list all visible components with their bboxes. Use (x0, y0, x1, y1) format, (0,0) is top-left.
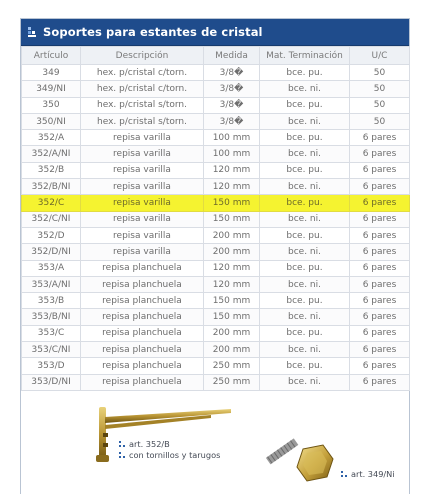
cell-articulo: 352/A/NI (22, 146, 81, 162)
column-header-descripcion: Descripción (81, 47, 204, 65)
header-bullet-icon (28, 27, 38, 37)
table-row (22, 374, 410, 390)
table-body (22, 65, 410, 391)
cell-articulo: 352/C/NI (22, 211, 81, 227)
cell-terminacion: bce. pu. (260, 130, 350, 146)
cell-terminacion: bce. ni. (260, 113, 350, 129)
table-row (22, 113, 410, 129)
cell-uc: 6 pares (350, 342, 410, 358)
cell-terminacion: bce. ni. (260, 81, 350, 97)
cell-medida: 200 mm (204, 342, 260, 358)
cell-articulo: 352/D/NI (22, 244, 81, 260)
cell-articulo: 353/B (22, 293, 81, 309)
cell-descripcion: repisa planchuela (81, 342, 204, 358)
table-row (22, 244, 410, 260)
cell-articulo: 352/B/NI (22, 179, 81, 195)
left-caption-line2: con tornillos y tarugos (129, 449, 221, 460)
table-row (22, 130, 410, 146)
cell-medida: 200 mm (204, 325, 260, 341)
table-header-row (22, 47, 410, 65)
cell-medida: 150 mm (204, 309, 260, 325)
cell-descripcion: repisa planchuela (81, 358, 204, 374)
column-header-uc: U/C (350, 47, 410, 65)
cell-medida: 150 mm (204, 195, 260, 211)
cell-medida: 150 mm (204, 211, 260, 227)
cell-medida: 200 mm (204, 227, 260, 243)
cell-uc: 6 pares (350, 195, 410, 211)
cell-medida: 250 mm (204, 374, 260, 390)
hex-support-screw-image (259, 419, 339, 489)
cell-descripcion: hex. p/cristal c/torn. (81, 65, 204, 81)
cell-terminacion: bce. ni. (260, 211, 350, 227)
cell-terminacion: bce. pu. (260, 65, 350, 81)
cell-terminacion: bce. pu. (260, 195, 350, 211)
table-row (22, 179, 410, 195)
cell-terminacion: bce. ni. (260, 276, 350, 292)
cell-medida: 120 mm (204, 260, 260, 276)
table-row (22, 342, 410, 358)
cell-descripcion: repisa planchuela (81, 309, 204, 325)
cell-medida: 3/8� (204, 65, 260, 81)
cell-articulo: 352/C (22, 195, 81, 211)
cell-uc: 6 pares (350, 293, 410, 309)
bullet-icon (341, 471, 348, 478)
cell-uc: 6 pares (350, 146, 410, 162)
right-caption-line1: art. 349/Ni (351, 468, 395, 479)
table-row (22, 260, 410, 276)
table-row (22, 358, 410, 374)
cell-uc: 50 (350, 113, 410, 129)
product-photos (21, 391, 409, 503)
cell-uc: 6 pares (350, 244, 410, 260)
cell-descripcion: repisa varilla (81, 179, 204, 195)
cell-articulo: 352/B (22, 162, 81, 178)
cell-medida: 100 mm (204, 130, 260, 146)
panel-header (21, 19, 409, 46)
cell-articulo: 350 (22, 97, 81, 113)
cell-articulo: 350/NI (22, 113, 81, 129)
cell-uc: 6 pares (350, 162, 410, 178)
cell-uc: 6 pares (350, 374, 410, 390)
cell-uc: 50 (350, 81, 410, 97)
cell-articulo: 353/B/NI (22, 309, 81, 325)
cell-articulo: 349/NI (22, 81, 81, 97)
cell-terminacion: bce. ni. (260, 179, 350, 195)
table-row (22, 162, 410, 178)
column-header-medida: Medida (204, 47, 260, 65)
cell-medida: 3/8� (204, 113, 260, 129)
cell-terminacion: bce. ni. (260, 309, 350, 325)
cell-uc: 6 pares (350, 358, 410, 374)
cell-medida: 120 mm (204, 179, 260, 195)
cell-uc: 6 pares (350, 179, 410, 195)
cell-medida: 3/8� (204, 97, 260, 113)
cell-medida: 120 mm (204, 162, 260, 178)
column-header-articulo: Artículo (22, 47, 81, 65)
cell-descripcion: hex. p/cristal c/torn. (81, 81, 204, 97)
table-row (22, 195, 410, 211)
cell-articulo: 353/D (22, 358, 81, 374)
right-photo-caption (341, 469, 395, 480)
left-caption-line1: art. 352/B (129, 438, 170, 449)
panel-title: Soportes para estantes de cristal (43, 25, 263, 39)
cell-medida: 120 mm (204, 276, 260, 292)
cell-descripcion: repisa planchuela (81, 260, 204, 276)
cell-articulo: 353/C/NI (22, 342, 81, 358)
cell-articulo: 353/A/NI (22, 276, 81, 292)
cell-descripcion: repisa planchuela (81, 374, 204, 390)
cell-medida: 3/8� (204, 81, 260, 97)
cell-descripcion: hex. p/cristal s/torn. (81, 113, 204, 129)
rod-shelf-bracket-image (91, 403, 251, 473)
cell-medida: 250 mm (204, 358, 260, 374)
table-row (22, 81, 410, 97)
cell-medida: 100 mm (204, 146, 260, 162)
cell-terminacion: bce. pu. (260, 325, 350, 341)
cell-uc: 50 (350, 97, 410, 113)
bullet-icon (119, 441, 126, 448)
cell-articulo: 352/A (22, 130, 81, 146)
cell-descripcion: repisa varilla (81, 130, 204, 146)
cell-descripcion: repisa planchuela (81, 276, 204, 292)
cell-uc: 6 pares (350, 260, 410, 276)
cell-terminacion: bce. ni. (260, 244, 350, 260)
cell-uc: 6 pares (350, 211, 410, 227)
table-row (22, 211, 410, 227)
cell-descripcion: repisa varilla (81, 146, 204, 162)
cell-articulo: 353/A (22, 260, 81, 276)
cell-descripcion: repisa varilla (81, 195, 204, 211)
cell-uc: 50 (350, 65, 410, 81)
table-row (22, 293, 410, 309)
product-panel (20, 18, 410, 494)
cell-uc: 6 pares (350, 276, 410, 292)
cell-terminacion: bce. ni. (260, 146, 350, 162)
cell-medida: 150 mm (204, 293, 260, 309)
cell-terminacion: bce. ni. (260, 374, 350, 390)
bullet-icon (119, 452, 126, 459)
cell-descripcion: repisa planchuela (81, 325, 204, 341)
cell-articulo: 353/C (22, 325, 81, 341)
cell-descripcion: repisa varilla (81, 244, 204, 260)
cell-medida: 200 mm (204, 244, 260, 260)
cell-uc: 6 pares (350, 130, 410, 146)
cell-descripcion: hex. p/cristal s/torn. (81, 97, 204, 113)
cell-terminacion: bce. pu. (260, 97, 350, 113)
left-photo-caption (119, 439, 220, 461)
cell-terminacion: bce. pu. (260, 260, 350, 276)
table-row (22, 65, 410, 81)
cell-terminacion: bce. pu. (260, 227, 350, 243)
cell-terminacion: bce. pu. (260, 293, 350, 309)
table-row (22, 227, 410, 243)
cell-articulo: 353/D/NI (22, 374, 81, 390)
cell-uc: 6 pares (350, 325, 410, 341)
table-row (22, 276, 410, 292)
cell-descripcion: repisa varilla (81, 211, 204, 227)
cell-descripcion: repisa planchuela (81, 293, 204, 309)
cell-uc: 6 pares (350, 309, 410, 325)
cell-descripcion: repisa varilla (81, 227, 204, 243)
cell-articulo: 352/D (22, 227, 81, 243)
table-row (22, 146, 410, 162)
cell-terminacion: bce. pu. (260, 358, 350, 374)
cell-uc: 6 pares (350, 227, 410, 243)
cell-terminacion: bce. ni. (260, 342, 350, 358)
table-row (22, 309, 410, 325)
column-header-terminacion: Mat. Terminación (260, 47, 350, 65)
product-table (21, 46, 410, 391)
cell-terminacion: bce. pu. (260, 162, 350, 178)
cell-articulo: 349 (22, 65, 81, 81)
cell-descripcion: repisa varilla (81, 162, 204, 178)
table-row (22, 97, 410, 113)
table-row (22, 325, 410, 341)
